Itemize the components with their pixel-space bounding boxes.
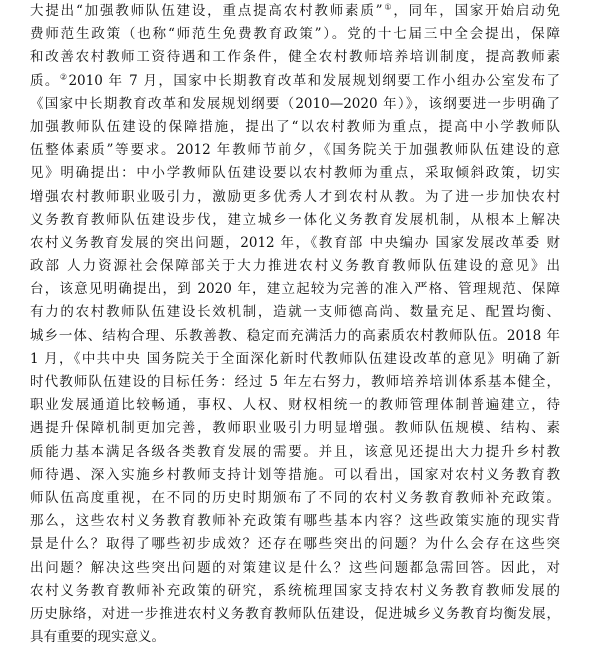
text-line: 城乡一体、结构合理、乐教善教、稳定而充满活力的高素质农村教师队伍。2018 年 (30, 327, 560, 344)
text-line: 见》明确提出：中小学教师队伍建设要以农村教师为重点，采取倾斜政策，切实 (30, 165, 560, 182)
document-body (30, 0, 560, 649)
text-line: 政部 人力资源社会保障部关于大力推进农村义务教育教师队伍建设的意见》出 (30, 258, 560, 275)
footnote-marker: ② (59, 72, 69, 82)
text-line: 增强农村教师职业吸引力，激励更多优秀人才到农村从教。为了进一步加快农村 (30, 188, 560, 205)
text-line: 遇提升保障机制更加完善，教师职业吸引力明显增强。教师队伍规模、结构、素 (30, 420, 560, 437)
text-line: 历史脉络，对进一步推进农村义务教育教师队伍建设，促进城乡义务教育均衡发展， (30, 605, 560, 622)
text-line: 师队伍高度重视，在不同的历史时期颁布了不同的农村义务教育教师补充政策。 (30, 489, 560, 506)
text-line: 农村义务教育教师补充政策的研究，系统梳理国家支持农村义务教育教师发展的 (30, 582, 560, 599)
text-line: 大提出“加强教师队伍建设，重点提高农村教师素质”①，同年，国家开始启动免 (30, 2, 561, 19)
text-line: 有力的农村教师队伍建设长效机制，造就一支师德高尚、数量充足、配置均衡、 (30, 304, 560, 321)
text-line: 1 月，《中共中央 国务院关于全面深化新时代教师队伍建设改革的意见》明确了新 (30, 350, 560, 367)
footnote-marker: ① (382, 2, 394, 12)
text-line: 质能力基本满足各级各类教育发展的需要。并且，该意见还提出大力提升乡村教 (30, 443, 560, 460)
text-line: 费师范生政策（也称“师范生免费教育政策”）。党的十七届三中全会提出，保障 (30, 26, 560, 43)
text-line: 义务教育教师队伍建设步伐，建立城乡一体化义务教育发展机制，从根本上解决 (30, 211, 560, 228)
text-line: 时代教师队伍建设的目标任务：经过 5 年左右努力，教师培养培训体系基本健全， (30, 374, 560, 390)
text-line: 质。②2010 年 7 月，国家中长期教育改革和发展规划纲要工作小组办公室发布了 (30, 72, 561, 89)
text-line: 职业发展通道比较畅通，事权、人权、财权相统一的教师管理体制普遍建立，待 (30, 397, 560, 414)
text-line: 加强教师队伍建设的保障措施，提出了“以农村教师为重点，提高中小学教师队 (30, 118, 560, 135)
text-line: 伍整体素质”等要求。2012 年教师节前夕，《国务院关于加强教师队伍建设的意 (30, 142, 560, 159)
text-line: 具有重要的现实意义。 (30, 629, 165, 646)
text-line: 《国家中长期教育改革和发展规划纲要（2010—2020 年）》，该纲要进一步明确了 (30, 95, 560, 112)
text-line: 农村义务教育发展的突出问题，2012 年，《教育部 中央编办 国家发展改革委 财 (30, 234, 560, 251)
text-line: 那么，这些农村义务教育教师补充政策有哪些基本内容？这些政策实施的现实背 (30, 513, 560, 530)
text-line: 和改善农村教师工资待遇和工作条件，健全农村教师培养培训制度，提高教师素 (30, 49, 560, 66)
text-line: 台，该意见明确提出，到 2020 年，建立起较为完善的准入严格、管理规范、保障 (30, 281, 560, 298)
text-line: 师待遇、深入实施乡村教师支持计划等措施。可以看出，国家对农村义务教育教 (30, 466, 560, 483)
text-line: 景是什么？取得了哪些初步成效？还存在哪些突出的问题？为什么会存在这些突 (30, 536, 560, 553)
text-line: 出问题？解决这些突出问题的对策建议是什么？这些问题都急需回答。因此，对 (30, 559, 560, 576)
